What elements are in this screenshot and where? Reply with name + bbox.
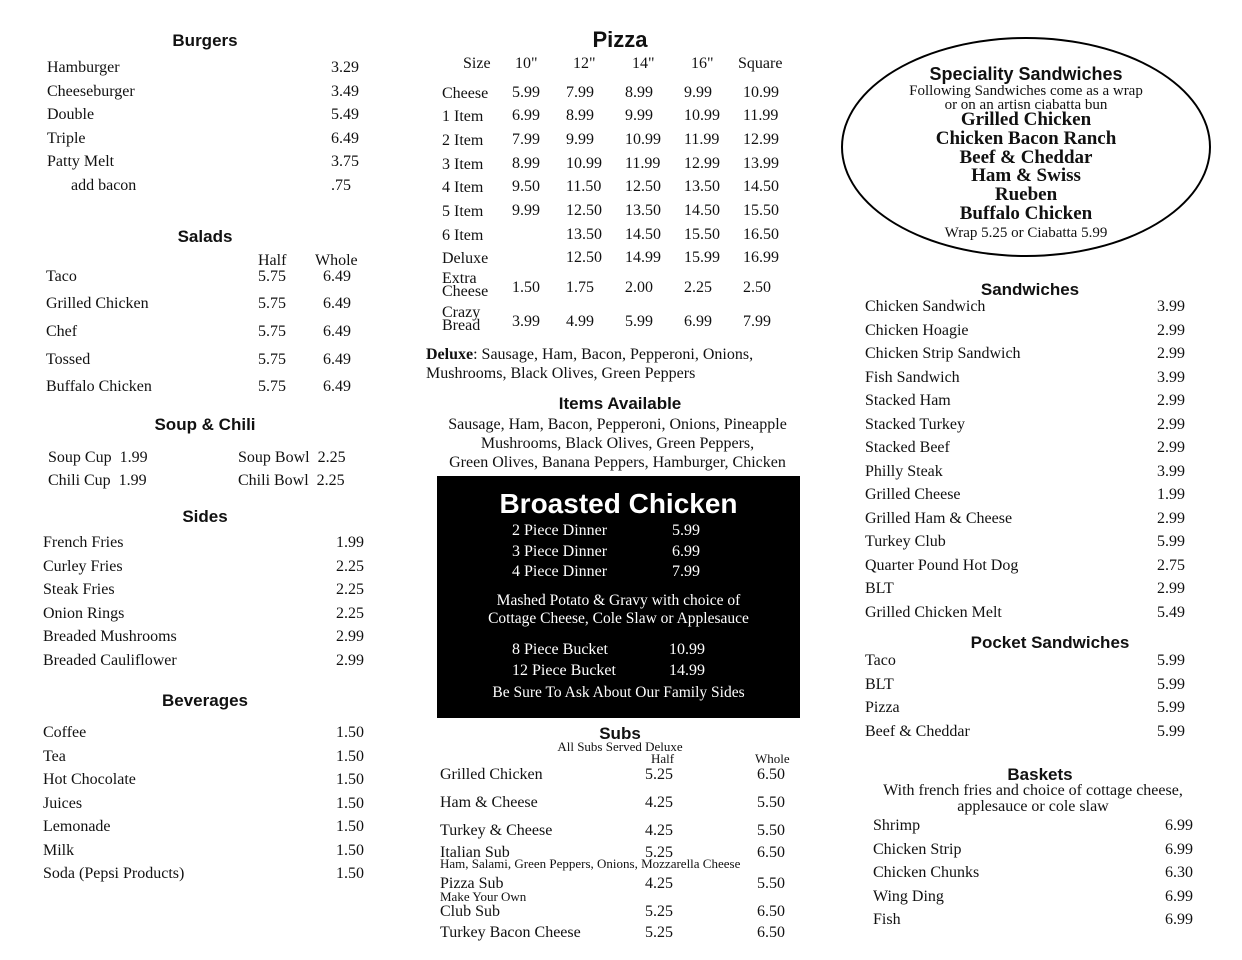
menu-item: [47, 153, 114, 171]
speciality-heading: Speciality Sandwiches: [929, 64, 1123, 84]
menu-item-name: Steak Fries: [43, 581, 115, 598]
pizza-row-name: Extra: [442, 270, 477, 287]
pizza-price: 11.99: [684, 131, 720, 148]
pizza-deluxe-line2: Mushrooms, Black Olives, Green Peppers: [426, 365, 696, 382]
menu-item-price: 2.99: [336, 651, 364, 669]
menu-item: [47, 177, 136, 195]
sub-half-price: 5.25: [645, 903, 673, 920]
bucket-name: 8 Piece Bucket: [512, 641, 608, 658]
menu-item: Soup Bowl 2.25: [238, 449, 346, 466]
menu-item: [865, 298, 985, 316]
menu-item-name: Coffee: [43, 724, 87, 741]
menu-item-price: 2.25: [336, 604, 364, 622]
pizza-deluxe-label: Deluxe: [426, 346, 474, 363]
pizza-price: 8.99: [566, 107, 594, 124]
broasted-note-line1: Mashed Potato & Gravy with choice of: [496, 592, 741, 609]
menu-item-price: 2.99: [1157, 321, 1185, 339]
dinner-price: 7.99: [672, 563, 700, 580]
pizza-price: 14.50: [684, 202, 720, 219]
menu-item-price: 2.25: [336, 581, 364, 598]
pizza-price: 11.50: [566, 178, 602, 195]
menu-item-price: 3.99: [1157, 368, 1185, 386]
sub-name: Turkey & Cheese: [440, 822, 553, 839]
subs-half-label: Half: [651, 751, 675, 766]
menu-item-price: 3.29: [331, 59, 359, 76]
menu-item-price: 2.99: [1157, 580, 1185, 597]
menu-item-price: 6.99: [1165, 817, 1193, 834]
menu-item-name: Curley Fries: [43, 557, 123, 575]
pizza-price: 8.99: [512, 155, 540, 172]
menu-item-price: 1.50: [336, 747, 364, 765]
baskets-subtitle-line1: With french fries and choice of cottage cheese,: [883, 782, 1183, 799]
menu-item: [43, 534, 123, 552]
menu-item-price: 6.49: [331, 129, 359, 147]
menu-item-price: 1.50: [336, 818, 364, 835]
menu-item: Chili Bowl 2.25: [238, 472, 345, 489]
menu-item-name: Quarter Pound Hot Dog: [865, 556, 1019, 574]
menu-item-price: 6.99: [1165, 840, 1193, 858]
pizza-price: 14.50: [625, 226, 661, 243]
pizza-price: 13.99: [743, 155, 779, 172]
menu-item-price: 1.99: [336, 534, 364, 551]
pizza-row-name: Crazy: [442, 304, 481, 321]
pizza-price: 6.99: [512, 107, 540, 124]
menu-item: [865, 439, 950, 457]
bucket-price: 14.99: [669, 661, 705, 679]
menu-item: [865, 533, 946, 551]
sub-half-price: 4.25: [645, 875, 673, 892]
pizza-price: 1.50: [512, 279, 540, 296]
pizza-price: 2.00: [625, 279, 653, 296]
menu-item: Chili Cup 1.99: [48, 472, 147, 489]
pizza-price: 15.50: [743, 202, 779, 219]
beverages-heading: Beverages: [161, 691, 248, 710]
menu-item: [873, 817, 920, 835]
subs-italian-note: Ham, Salami, Green Peppers, Onions, Mozzarella Cheese: [440, 856, 741, 871]
speciality-item: Grilled Chicken: [960, 109, 1092, 130]
menu-item-name: Fish: [873, 911, 901, 928]
menu-item: [865, 604, 1002, 622]
sub-whole-price: 6.50: [757, 924, 785, 941]
items-available-heading: Items Available: [558, 394, 682, 413]
menu-item-name: Grilled Cheese: [865, 486, 961, 503]
menu-item: [873, 864, 979, 882]
menu-item: Soup Cup 1.99: [48, 449, 148, 466]
speciality-item: Ham & Swiss: [971, 165, 1081, 187]
broasted-footer: Be Sure To Ask About Our Family Sides: [492, 684, 745, 701]
menu-item-price: 5.49: [1157, 603, 1185, 621]
menu-item: [43, 605, 124, 623]
menu-item-price: 2.75: [1157, 556, 1185, 574]
sub-whole-price: 5.50: [757, 875, 785, 892]
menu-item-whole-price: 6.49: [323, 378, 351, 395]
pizza-price: 5.99: [512, 84, 540, 101]
pizza-price: 1.75: [566, 279, 594, 296]
sub-name: Italian Sub: [440, 844, 510, 861]
menu-item-name: Lemonade: [43, 818, 111, 835]
menu-item-whole-price: 6.49: [323, 268, 351, 285]
broasted-chicken-box: [437, 476, 800, 718]
pizza-price: 13.50: [625, 202, 661, 219]
menu-item: [47, 59, 120, 77]
menu-item-price: 5.99: [1157, 699, 1185, 716]
menu-item: [43, 818, 111, 836]
pizza-price: 7.99: [566, 84, 594, 101]
menu-item-name: Buffalo Chicken: [46, 378, 152, 395]
dinner-name: 4 Piece Dinner: [512, 563, 608, 580]
menu-item-price: 1.99: [1157, 486, 1185, 503]
menu-item-name: Fish Sandwich: [865, 368, 960, 386]
menu-item-name: French Fries: [43, 534, 124, 551]
menu-item-price: 3.99: [1157, 298, 1185, 315]
menu-item: [47, 130, 86, 148]
pizza-price: 14.50: [743, 178, 779, 195]
subs-whole-label: Whole: [755, 751, 790, 766]
menu-item-price: 2.99: [1157, 345, 1185, 362]
pizza-price: 10.99: [684, 107, 720, 124]
speciality-item: Rueben: [994, 184, 1058, 206]
menu-item: [43, 842, 74, 860]
menu-item-name: Juices: [43, 794, 83, 812]
menu-item-name: Beef & Cheddar: [865, 722, 970, 740]
sub-name: Pizza Sub: [440, 875, 504, 892]
dinner-price: 5.99: [672, 522, 700, 539]
pizza-row-name: Cheese: [442, 85, 489, 102]
pizza-price: 4.99: [566, 313, 594, 330]
sub-name: Club Sub: [440, 903, 501, 920]
bucket-price: 10.99: [669, 641, 705, 658]
sub-name: Grilled Chicken: [440, 766, 543, 783]
pizza-price: 15.99: [684, 249, 720, 266]
pizza-price: 2.25: [684, 279, 712, 296]
menu-item: [865, 580, 894, 598]
menu-item-price: 2.99: [1157, 415, 1185, 433]
menu-item-price: 3.49: [331, 82, 359, 100]
pizza-header-cell: 16": [691, 55, 714, 72]
menu-item-whole-price: 6.49: [323, 295, 351, 312]
menu-item: [43, 558, 123, 576]
menu-item-name: Cheeseburger: [47, 82, 135, 100]
speciality-item: Chicken Bacon Ranch: [935, 127, 1117, 149]
pizza-price: 13.50: [684, 178, 720, 195]
salads-heading: Salads: [177, 227, 233, 246]
pizza-header-cell: 14": [632, 55, 655, 72]
sub-whole-price: 6.50: [757, 903, 785, 920]
menu-item: [43, 748, 66, 766]
menu-item-price: 1.50: [336, 724, 364, 741]
pizza-price: 15.50: [684, 226, 720, 243]
menu-item-price: 5.99: [1157, 675, 1185, 693]
menu-item-price: 5.49: [331, 106, 359, 123]
menu-item: [865, 322, 969, 340]
menu-item-half-price: 5.75: [258, 295, 286, 312]
menu-item-name: Tossed: [46, 351, 91, 368]
menu-item-name: Turkey Club: [865, 533, 946, 550]
menu-item-price: 1.50: [336, 865, 364, 882]
menu-item-name: Shrimp: [873, 817, 921, 834]
pizza-price: 6.99: [684, 313, 712, 330]
sub-half-price: 5.25: [645, 766, 673, 783]
menu-item-name: Hot Chocolate: [43, 771, 136, 788]
pizza-price: 9.99: [625, 107, 653, 124]
pizza-price: 10.99: [743, 84, 779, 101]
menu-item-whole-price: 6.49: [323, 351, 351, 368]
menu-item: [873, 841, 961, 859]
broasted-heading: Broasted Chicken: [499, 488, 738, 519]
pizza-row-name: 4 Item: [442, 179, 484, 196]
menu-item-name: Grilled Ham & Cheese: [865, 509, 1013, 527]
pizza-price: 12.50: [625, 178, 661, 195]
menu-item-name: Taco: [865, 652, 896, 669]
menu-item: [865, 416, 965, 434]
salads-half-label: Half: [258, 252, 287, 269]
menu-item: [865, 369, 960, 387]
pizza-price: 12.50: [566, 202, 602, 219]
menu-item-price: 5.99: [1157, 533, 1185, 550]
speciality-item: Buffalo Chicken: [959, 203, 1093, 224]
pizza-row-name: 3 Item: [442, 156, 484, 173]
menu-item: [43, 581, 115, 599]
menu-item-name: Chicken Strip Sandwich: [865, 345, 1021, 362]
menu-item-name: Stacked Turkey: [865, 415, 965, 433]
pizza-price: 12.99: [743, 131, 779, 148]
bucket-name: 12 Piece Bucket: [512, 661, 616, 679]
menu-item: [43, 795, 82, 813]
speciality-item: Beef & Cheddar: [959, 146, 1093, 168]
menu-item-name: Stacked Beef: [865, 439, 950, 456]
speciality-subtitle-line2: or on an artisn ciabatta bun: [944, 97, 1108, 113]
menu-item-name: Chicken Hoagie: [865, 321, 969, 339]
menu-item: [47, 106, 94, 124]
pizza-price: 11.99: [625, 155, 661, 172]
menu-item-name: Stacked Ham: [865, 392, 951, 409]
menu-item-name: BLT: [865, 580, 894, 597]
dinner-name: 2 Piece Dinner: [512, 522, 608, 539]
menu-item-price: 6.30: [1165, 864, 1193, 881]
menu-item: [43, 628, 177, 646]
menu-item-price: 6.99: [1165, 887, 1193, 905]
menu-item-name: add bacon: [71, 176, 137, 194]
menu-item-name: Soda (Pepsi Products): [43, 865, 185, 882]
pizza-price: 16.99: [743, 249, 779, 266]
pizza-header-cell: 12": [573, 55, 596, 72]
menu-item-whole-price: 6.49: [323, 323, 351, 340]
menu-item-half-price: 5.75: [258, 378, 286, 395]
pizza-row-name: 6 Item: [442, 227, 484, 244]
menu-item-name: Taco: [46, 268, 77, 285]
menu-item: [865, 463, 943, 481]
menu-item-name: Chicken Strip: [873, 840, 962, 858]
menu-item-name: Chef: [46, 323, 78, 340]
menu-item-name: Patty Melt: [47, 153, 115, 170]
burgers-heading: Burgers: [172, 31, 238, 50]
pizza-header-cell: Square: [738, 55, 783, 72]
menu-item-name: Triple: [47, 129, 86, 147]
sub-whole-price: 6.50: [757, 844, 785, 861]
items-available-line2: Mushrooms, Black Olives, Green Peppers,: [480, 435, 755, 452]
menu-item: [865, 345, 1021, 363]
pizza-deluxe-line1: [426, 346, 753, 364]
sub-name: Ham & Cheese: [440, 794, 538, 811]
sub-half-price: 4.25: [645, 822, 673, 839]
menu-item-half-price: 5.75: [258, 323, 286, 340]
pizza-row-name: 5 Item: [442, 203, 484, 220]
pizza-price: 3.99: [512, 313, 540, 330]
menu-item: [43, 652, 177, 670]
menu-item-price: 1.50: [336, 794, 364, 812]
pizza-price: 13.50: [566, 226, 602, 243]
sandwiches-heading: Sandwiches: [980, 280, 1080, 299]
menu-item: [865, 723, 970, 741]
menu-item-half-price: 5.75: [258, 268, 286, 285]
menu-item: [43, 724, 86, 742]
menu-item-price: 3.75: [331, 153, 359, 170]
pizza-price: 5.99: [625, 313, 653, 330]
menu-item: [865, 676, 894, 694]
items-available-line3: Green Olives, Banana Peppers, Hamburger, Chicken: [449, 454, 786, 471]
menu-item-name: Onion Rings: [43, 604, 125, 622]
menu-item: [865, 392, 951, 410]
subs-pizza-note: Make Your Own: [440, 889, 527, 904]
pizza-row-name: 2 Item: [442, 132, 484, 149]
menu-item: [47, 83, 135, 101]
menu-item: [865, 557, 1018, 575]
sub-half-price: 4.25: [645, 794, 673, 811]
items-available-line1: Sausage, Ham, Bacon, Pepperoni, Onions, Pineapple: [448, 416, 787, 433]
pizza-row-name: 1 Item: [442, 108, 484, 125]
menu-item-price: 2.25: [336, 557, 364, 575]
menu-item-name: Pizza: [865, 699, 900, 716]
pizza-price: 9.99: [566, 131, 594, 148]
menu-item-name: Chicken Chunks: [873, 864, 980, 881]
pizza-price: 8.99: [625, 84, 653, 101]
menu-item-name: Milk: [43, 841, 75, 859]
pizza-price: 2.50: [743, 279, 771, 296]
menu-item: [865, 699, 900, 717]
speciality-footer: Wrap 5.25 or Ciabatta 5.99: [944, 225, 1108, 241]
pizza-row-name: Bread: [442, 317, 481, 334]
sub-half-price: 5.25: [645, 844, 673, 861]
soup-heading: Soup & Chili: [154, 415, 256, 434]
pizza-price: 9.99: [684, 84, 712, 101]
pizza-price: 12.50: [566, 249, 602, 266]
menu-item-price: 1.50: [336, 771, 364, 788]
sides-heading: Sides: [182, 507, 228, 526]
speciality-subtitle-line1: Following Sandwiches come as a wrap: [909, 83, 1143, 99]
menu-item: [865, 510, 1012, 528]
sub-half-price: 5.25: [645, 924, 673, 941]
menu-item-half-price: 5.75: [258, 351, 286, 368]
pizza-row-name: Cheese: [442, 283, 489, 300]
menu-item-name: Hamburger: [47, 59, 120, 76]
pizza-price: 10.99: [566, 155, 602, 172]
menu-item-price: 2.99: [1157, 509, 1185, 527]
pizza-price: 11.99: [743, 107, 779, 124]
pizza-heading: Pizza: [592, 27, 648, 52]
baskets-heading: Baskets: [1007, 765, 1073, 784]
menu-item-name: Double: [47, 106, 95, 123]
pizza-price: 9.50: [512, 178, 540, 195]
menu-item-price: 2.99: [1157, 392, 1185, 409]
pizza-deluxe-text: : Sausage, Ham, Bacon, Pepperoni, Onions,: [473, 346, 754, 363]
menu-item-price: 2.99: [1157, 439, 1185, 456]
menu-item-name: Breaded Cauliflower: [43, 651, 177, 669]
menu-item-name: Philly Steak: [865, 462, 943, 480]
menu-item-price: 5.99: [1157, 652, 1185, 669]
menu-item-price: 2.99: [336, 628, 364, 645]
menu-item: [43, 771, 136, 789]
sub-whole-price: 5.50: [757, 794, 785, 811]
dinner-price: 6.99: [672, 542, 700, 560]
dinner-name: 3 Piece Dinner: [512, 542, 608, 560]
subs-subtitle: All Subs Served Deluxe: [557, 739, 683, 754]
menu-item-name: Tea: [43, 747, 66, 765]
menu-item: [873, 888, 944, 906]
menu-item: [865, 652, 896, 670]
pizza-row-name: Deluxe: [442, 250, 489, 267]
menu-item: [43, 865, 184, 883]
broasted-note-line2: Cottage Cheese, Cole Slaw or Applesauce: [488, 610, 749, 627]
menu-item-price: 5.99: [1157, 722, 1185, 740]
subs-heading: Subs: [599, 724, 641, 743]
menu-item-name: Grilled Chicken: [46, 295, 149, 312]
menu-item-name: Chicken Sandwich: [865, 298, 986, 315]
baskets-subtitle-line2: applesauce or cole slaw: [957, 798, 1109, 815]
menu-item: [873, 911, 901, 929]
menu-item: [865, 486, 961, 504]
menu-item-price: .75: [331, 176, 351, 194]
menu-item-name: Wing Ding: [873, 887, 944, 905]
pizza-price: 14.99: [625, 249, 661, 266]
pizza-price: 7.99: [743, 313, 771, 330]
menu-item-name: BLT: [865, 675, 894, 693]
menu-item-price: 6.99: [1165, 911, 1193, 928]
salads-whole-label: Whole: [315, 252, 358, 269]
pizza-price: 9.99: [512, 202, 540, 219]
sub-whole-price: 5.50: [757, 822, 785, 839]
menu-item-name: Breaded Mushrooms: [43, 628, 177, 645]
pizza-price: 16.50: [743, 226, 779, 243]
pocket-heading: Pocket Sandwiches: [970, 633, 1130, 652]
pizza-price: 10.99: [625, 131, 661, 148]
menu-item-price: 1.50: [336, 841, 364, 859]
pizza-header-cell: 10": [515, 55, 538, 72]
sub-name: Turkey Bacon Cheese: [440, 924, 581, 941]
pizza-header-cell: Size: [463, 55, 491, 72]
pizza-price: 12.99: [684, 155, 720, 172]
menu-item-price: 3.99: [1157, 462, 1185, 480]
pizza-price: 7.99: [512, 131, 540, 148]
menu-item-name: Grilled Chicken Melt: [865, 603, 1002, 621]
sub-whole-price: 6.50: [757, 766, 785, 783]
